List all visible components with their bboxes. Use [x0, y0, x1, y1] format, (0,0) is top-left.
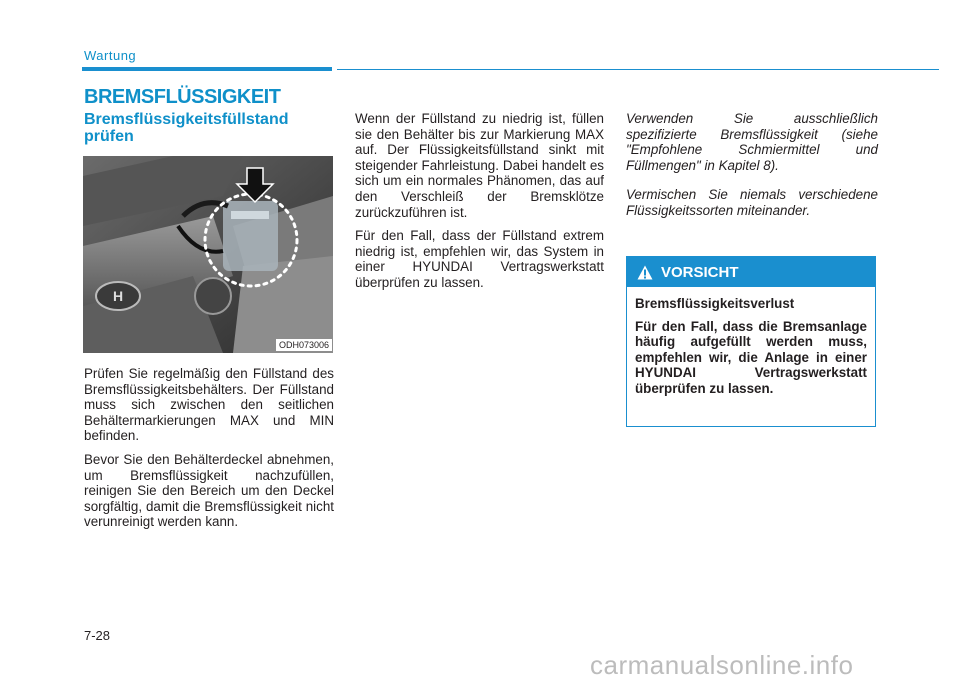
page-title: BREMSFLÜSSIGKEIT: [84, 86, 281, 108]
italic-paragraph: Verwenden Sie ausschließlich spezifizierte Bremsflüssigkeit (siehe "Empfohlene Schmiermittel und Füllmengen" in Kapitel 8).: [626, 111, 878, 173]
caution-header: [627, 257, 875, 287]
column-3: [626, 111, 878, 233]
paragraph: Prüfen Sie regelmäßig den Füllstand des Bremsflüssigkeitsbehälters. Der Füllstand muss sich zwischen den seitlichen Behältermarkierungen MAX und MIN befinden.: [84, 366, 334, 444]
caution-title: Bremsflüssigkeitsverlust: [635, 296, 795, 311]
caution-box: [626, 256, 876, 427]
paragraph: Für den Fall, dass der Füllstand extrem niedrig ist, empfehlen wir, das System in einer HYUNDAI Vertragswerkstatt überprüfen zu lassen.: [355, 228, 604, 290]
warning-triangle-icon: [637, 265, 653, 280]
caution-body: [627, 287, 875, 397]
section-label: Wartung: [84, 48, 137, 63]
column-1: [84, 366, 334, 538]
italic-paragraph: Vermischen Sie niemals verschiedene Flüssigkeitssorten miteinander.: [626, 187, 878, 218]
paragraph: Wenn der Füllstand zu niedrig ist, füllen sie den Behälter bis zur Markierung MAX auf. Der Flüssigkeitsfüllstand sinkt mit steigender Fahrleistung. Dabei handelt es sich um ein normales Phänomen, das auf den Verschleiß der Bremsklötze zurückzuführen ist.: [355, 111, 604, 220]
figure-caption: ODH073006: [276, 339, 332, 351]
watermark: carmanualsonline.info: [590, 650, 854, 680]
caution-label: VORSICHT: [661, 263, 739, 281]
caution-text: Für den Fall, dass die Bremsanlage häufig aufgefüllt werden muss, empfehlen wir, die Anlage in einer HYUNDAI Vertragswerkstatt überprüfen zu lassen.: [635, 318, 867, 396]
header-rule-thin: [337, 69, 939, 70]
page-number: 7-28: [84, 628, 111, 643]
engine-bay-photo: [83, 156, 333, 353]
subsection-title: Bremsflüssigkeitsfüllstand prüfen: [84, 111, 289, 145]
svg-text:H: H: [112, 288, 124, 304]
engine-bay-illustration: [83, 156, 333, 353]
paragraph: Bevor Sie den Behälterdeckel abnehmen, um Bremsflüssigkeit nachzufüllen, reinigen Sie den Bereich um den Deckel sorgfältig, damit die Bremsflüssigkeit nicht verunreinigt werden kann.: [84, 451, 334, 530]
header-rule-thick: [82, 67, 332, 71]
column-2: [355, 111, 604, 299]
